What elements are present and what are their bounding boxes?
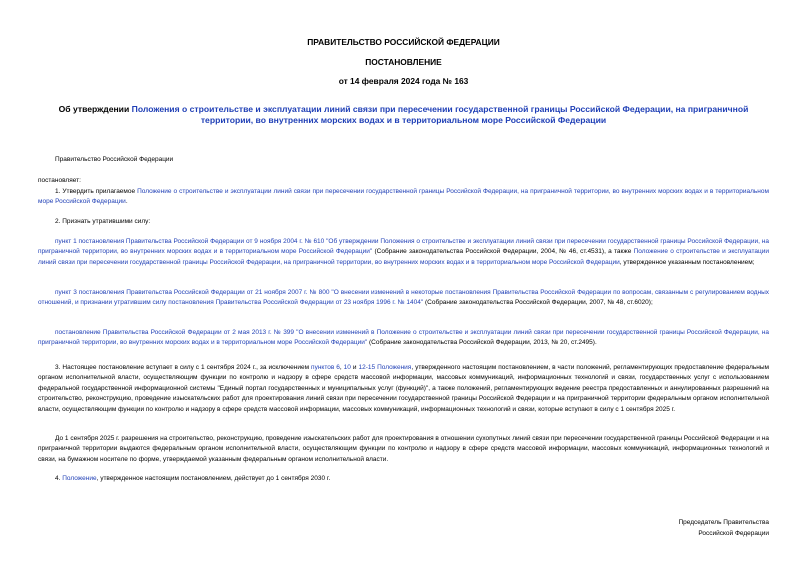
signature-title: Председатель Правительства (678, 519, 769, 526)
p2a-mid: (Собрание законодательства Российской Федерации, 2004, № 46, ст.4531), а также (372, 248, 634, 256)
p2a-suffix: , утвержденное указанным постановлением; (619, 258, 755, 266)
paragraph-2: 2. Признать утратившими силу: (55, 218, 151, 225)
title-prefix: Об утверждении (58, 104, 132, 114)
p3-link-points-12-15[interactable]: 12-15 Положения (358, 364, 412, 371)
title-regulation-link[interactable]: Положения о строительстве и эксплуатации линий связи при пересечении государственной границы Российской Федерации, на приграничной территории, во внутренних морских водах и в территориальном море Российской Федерации (131, 104, 749, 125)
date-number: от 14 февраля 2024 года № 163 (338, 76, 469, 86)
paragraph-4 (38, 474, 769, 484)
paragraph-2a (38, 237, 769, 268)
paragraph-2b (38, 288, 769, 309)
p3-prefix: 3. Настоящее постановление вступает в силу с 1 сентября 2024 г., за исключением (55, 364, 312, 371)
p4-prefix: 4. (55, 475, 63, 482)
p3-link-point-10[interactable]: 10 (343, 364, 351, 371)
document-title (38, 104, 769, 126)
p2a-decree-link[interactable]: пункт 1 постановления Правительства Российской Федерации от 9 ноября 2004 г. № 610 "Об утверждении Положения о строительстве и эксплуатации линий связи при пересечении государственной границы Российской Федерации, на приграничной территории, во внутренних морских водах и в территориальном море Российской Федерации" (38, 238, 769, 256)
p1-prefix: 1. Утвердить прилагаемое (55, 188, 138, 195)
paragraph-3 (38, 363, 769, 415)
paragraph-2c (38, 328, 769, 349)
p4-suffix: , утвержденное настоящим постановлением, действует до 1 сентября 2030 г. (96, 475, 331, 482)
p2c-suffix: (Собрание законодательства Российской Федерации, 2013, № 20, ст.2495). (367, 339, 597, 347)
doc-type-heading: ПОСТАНОВЛЕНИЕ (365, 57, 442, 67)
intro-paragraph: Правительство Российской Федерации (55, 156, 174, 163)
org-heading: ПРАВИТЕЛЬСТВО РОССИЙСКОЙ ФЕДЕРАЦИИ (307, 37, 500, 47)
signature-org: Российской Федерации (698, 530, 769, 537)
p1-suffix: . (125, 198, 128, 206)
p3-rest: , утвержденного настоящим постановлением, в части положений, регламентирующих предоставление федеральным органом исполнительной власти, осуществляющим функции по контролю и надзору в сфере средств массовой информации, массовых коммуникаций, информационных технологий и связи, государственных услуг с использованием федеральной государственной информационной системы "Единый портал государственных и муниципальных услуг (функций)", а также положений, регламентирующих ведение реестра предоставленных и аннулированных разрешений на строительство, реконструкцию, проведение изыскательских работ для проектирования линий связи при пересечении государственной границы Российской Федерации и на приграничной территории федеральным органом исполнительной власти, осуществляющим функции по контролю и надзору в сфере средств массовой информации, массовых коммуникаций, информационных технологий и связи, которые вступают в силу с 1 сентября 2025 г. (38, 364, 770, 413)
p2b-decree-link[interactable]: пункт 3 постановления Правительства Российской Федерации от 21 ноября 2007 г. № 800 "О внесении изменений в некоторые постановления Правительства Российской Федерации по вопросам, связанным с регулированием водных отношений, и признании утратившим силу постановления Правительства Российской Федерации от 23 ноября 1996 г. № 1404" (38, 289, 769, 307)
decree-word: постановляет: (38, 177, 81, 184)
p2a-regulation-link[interactable]: Положение о строительстве и эксплуатации линий связи при пересечении государственной границы Российской Федерации, на приграничной территории, во внутренних морских водах и в территориальном море Российской Федерации (38, 248, 769, 266)
paragraph-1 (38, 187, 769, 208)
paragraph-3b: До 1 сентября 2025 г. разрешения на строительство, реконструкцию, проведение изыскательских работ для проектирования в отношении сухопутных линий связи при пересечении государственной границы Российской Федерации и на приграничной территории выдаются федеральным органом исполнительной власти, осуществляющим функции по контролю и надзору в сфере средств массовой информации, массовых коммуникаций, информационных технологий и связи, на бумажном носителе по форме, утверждаемой указанным федеральным органом исполнительной власти. (38, 435, 769, 463)
p4-regulation-link[interactable]: Положение (62, 475, 97, 482)
signature-block (629, 517, 769, 539)
p3-sep1: , (339, 364, 344, 371)
p2b-suffix: (Собрание законодательства Российской Федерации, 2007, № 48, ст.6020); (423, 299, 653, 307)
p2c-decree-link[interactable]: постановление Правительства Российской Федерации от 2 мая 2013 г. № 399 "О внесении изменений в Положение о строительстве и эксплуатации линий связи при пересечении государственной границы Российской Федерации, на приграничной территории, во внутренних морских водах и в территориальном море Российской Федерации" (38, 329, 769, 347)
p1-regulation-link[interactable]: Положение о строительстве и эксплуатации линий связи при пересечении государственной границы Российской Федерации, на приграничной территории, во внутренних морских водах и в территориальном море Российской Федерации (38, 188, 769, 206)
p3-sep2: и (350, 364, 359, 371)
p3-link-points-6[interactable]: пунктов 6 (311, 364, 340, 371)
